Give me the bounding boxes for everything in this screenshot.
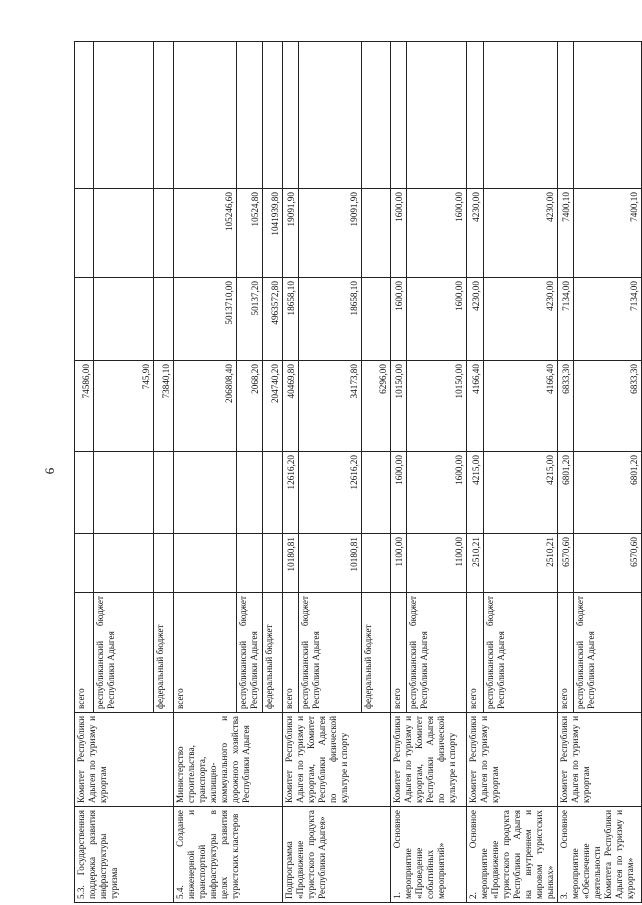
amount-cell: 745,90	[94, 361, 154, 452]
amount-cell	[237, 534, 263, 593]
amount-cell: 2068,20	[237, 361, 263, 452]
amount-cell	[362, 534, 391, 593]
amount-cell: 1600,00	[391, 189, 407, 278]
amount-cell: 6833,30	[574, 361, 642, 452]
table-row	[283, 42, 299, 903]
executor-cell: Министерство строительства, транспорта, жилищно-коммунального и дорожного хозяйства Республики Адыгея	[174, 713, 283, 807]
amount-cell	[237, 42, 263, 189]
funding-source-cell: всего	[75, 593, 94, 713]
amount-cell	[174, 42, 237, 189]
amount-cell: 10150,00	[391, 361, 407, 452]
event-name-cell: 3. Основное мероприятие «Обеспечение деятельности Комитета Республики Адыгея по туризму и курортам»	[558, 807, 642, 903]
table-row	[467, 42, 484, 903]
amount-cell	[154, 534, 174, 593]
event-name-cell: 1. Основное мероприятие «Проведение событийных мероприятий»	[391, 807, 467, 903]
amount-cell: 12616,20	[299, 452, 362, 534]
amount-cell: 1600,00	[407, 278, 467, 361]
amount-cell: 74586,00	[75, 361, 94, 452]
budget-table-sheet	[74, 42, 639, 903]
amount-cell	[94, 189, 154, 278]
amount-cell: 10524,80	[237, 189, 263, 278]
amount-cell: 4230,00	[483, 278, 557, 361]
amount-cell	[558, 42, 574, 189]
amount-cell	[75, 534, 94, 593]
amount-cell: 2510,21	[483, 534, 557, 593]
amount-cell: 6801,20	[574, 452, 642, 534]
table-row	[558, 42, 574, 903]
amount-cell: 2510,21	[467, 534, 484, 593]
funding-source-cell: федеральный бюджет	[154, 593, 174, 713]
amount-cell	[154, 42, 174, 189]
amount-cell: 4963572,80	[263, 278, 283, 361]
amount-cell	[263, 42, 283, 189]
amount-cell	[174, 452, 237, 534]
executor-cell: Комитет Республики Адыгея по туризму и курортам, Комитет Республики Адыгея по физической культуре и спорту	[391, 713, 467, 807]
funding-source-cell: республиканский бюджет Республики Адыгея	[237, 593, 263, 713]
amount-cell: 6570,60	[558, 534, 574, 593]
amount-cell: 4230,00	[483, 189, 557, 278]
executor-cell: Комитет Республики Адыгея по туризму и курортам	[75, 713, 174, 807]
amount-cell: 12616,20	[283, 452, 299, 534]
executor-cell: Комитет Республики Адыгея по туризму и курортам, Комитет Республики Адыгея по физической культуре и спорту	[283, 713, 391, 807]
amount-cell: 206808,40	[174, 361, 237, 452]
amount-cell	[299, 42, 362, 189]
amount-cell: 4215,00	[483, 452, 557, 534]
amount-cell: 4215,00	[467, 452, 484, 534]
rotated-table-wrapper	[74, 42, 639, 903]
executor-cell: Комитет Республики Адыгея по туризму и курортам	[467, 713, 558, 807]
amount-cell	[391, 42, 407, 189]
funding-source-cell: всего	[558, 593, 574, 713]
table-row	[174, 42, 237, 903]
budget-table	[74, 41, 642, 903]
amount-cell: 7400,10	[574, 189, 642, 278]
amount-cell: 105246,60	[174, 189, 237, 278]
amount-cell	[75, 42, 94, 189]
amount-cell	[574, 42, 642, 189]
amount-cell: 19091,90	[283, 189, 299, 278]
event-name-cell: 5.4. Создание инженерной и транспортной инфраструктуры в целях развития туристских кластеров	[174, 807, 283, 903]
amount-cell: 7400,10	[558, 189, 574, 278]
amount-cell	[154, 452, 174, 534]
amount-cell	[154, 278, 174, 361]
amount-cell	[94, 452, 154, 534]
amount-cell: 4166,40	[467, 361, 484, 452]
amount-cell	[154, 189, 174, 278]
amount-cell: 1041939,80	[263, 189, 283, 278]
amount-cell: 6833,30	[558, 361, 574, 452]
funding-source-cell: республиканский бюджет Республики Адыгея	[483, 593, 557, 713]
funding-source-cell: всего	[391, 593, 407, 713]
amount-cell	[483, 42, 557, 189]
amount-cell	[467, 42, 484, 189]
amount-cell: 1600,00	[407, 452, 467, 534]
amount-cell: 7134,00	[558, 278, 574, 361]
funding-source-cell: республиканский бюджет Республики Адыгея	[299, 593, 362, 713]
amount-cell	[237, 452, 263, 534]
amount-cell	[362, 278, 391, 361]
amount-cell: 6801,20	[558, 452, 574, 534]
amount-cell: 18658,10	[299, 278, 362, 361]
table-row	[75, 42, 94, 903]
amount-cell: 4230,00	[467, 189, 484, 278]
amount-cell	[94, 42, 154, 189]
funding-source-cell: республиканский бюджет Республики Адыгея	[94, 593, 154, 713]
amount-cell: 6570,60	[574, 534, 642, 593]
amount-cell: 19091,90	[299, 189, 362, 278]
amount-cell	[94, 534, 154, 593]
amount-cell: 10180,81	[283, 534, 299, 593]
amount-cell	[174, 534, 237, 593]
amount-cell: 18658,10	[283, 278, 299, 361]
amount-cell: 204740,20	[263, 361, 283, 452]
funding-source-cell: федеральный бюджет	[263, 593, 283, 713]
amount-cell	[362, 189, 391, 278]
amount-cell: 1600,00	[391, 278, 407, 361]
amount-cell	[407, 42, 467, 189]
amount-cell: 7134,00	[574, 278, 642, 361]
amount-cell: 40469,80	[283, 361, 299, 452]
amount-cell	[75, 452, 94, 534]
amount-cell: 50137,20	[237, 278, 263, 361]
funding-source-cell: республиканский бюджет Республики Адыгея	[407, 593, 467, 713]
amount-cell: 6296,00	[362, 361, 391, 452]
funding-source-cell: всего	[283, 593, 299, 713]
amount-cell: 4166,40	[483, 361, 557, 452]
amount-cell: 10150,00	[407, 361, 467, 452]
funding-source-cell: республиканский бюджет Республики Адыгея	[574, 593, 642, 713]
funding-source-cell: федеральный бюджет	[362, 593, 391, 713]
amount-cell	[263, 534, 283, 593]
amount-cell: 1100,00	[407, 534, 467, 593]
table-row	[391, 42, 407, 903]
amount-cell	[283, 42, 299, 189]
amount-cell: 1600,00	[407, 189, 467, 278]
amount-cell	[75, 278, 94, 361]
event-name-cell: Подпрограмма «Продвижение туристского продукта Республики Адыгея»	[283, 807, 391, 903]
amount-cell: 1600,00	[391, 452, 407, 534]
amount-cell	[263, 452, 283, 534]
funding-source-cell: всего	[467, 593, 484, 713]
amount-cell: 10180,81	[299, 534, 362, 593]
event-name-cell: 5.3. Государственная поддержка развития инфраструктуры туризма	[75, 807, 174, 903]
amount-cell: 5013710,00	[174, 278, 237, 361]
amount-cell: 4230,00	[467, 278, 484, 361]
page-number: 6	[42, 467, 57, 475]
funding-source-cell: всего	[174, 593, 237, 713]
amount-cell	[362, 452, 391, 534]
amount-cell	[94, 278, 154, 361]
executor-cell: Комитет Республики Адыгея по туризму и курортам	[558, 713, 642, 807]
amount-cell: 73840,10	[154, 361, 174, 452]
amount-cell	[362, 42, 391, 189]
amount-cell: 34173,80	[299, 361, 362, 452]
amount-cell: 1100,00	[391, 534, 407, 593]
amount-cell	[75, 189, 94, 278]
event-name-cell: 2. Основное мероприятие «Продвижение туристского продукта Республики Адыгея на внутреннем и мировом туристских рынках»	[467, 807, 558, 903]
